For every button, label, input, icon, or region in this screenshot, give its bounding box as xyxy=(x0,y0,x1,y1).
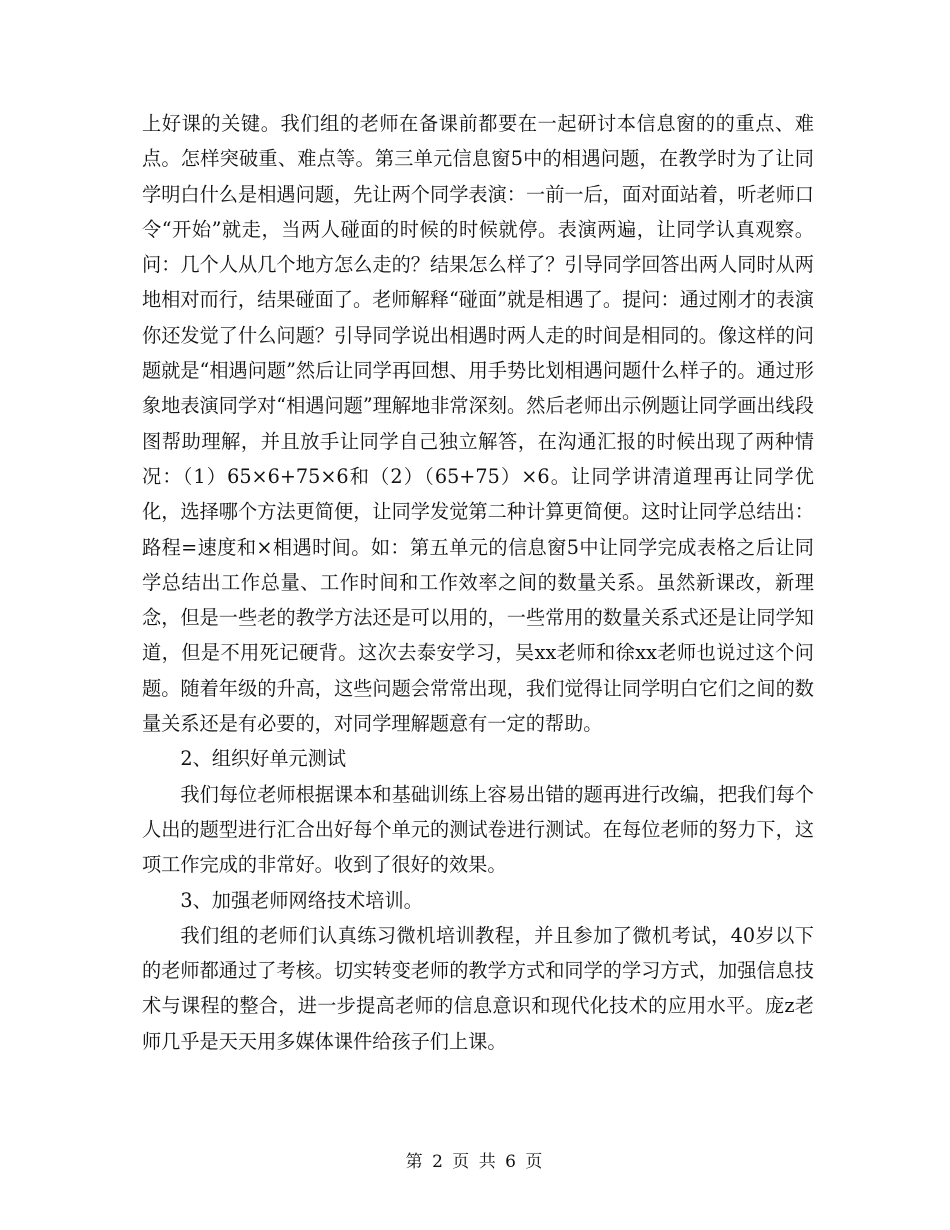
body-paragraph-3: 我们组的老师们认真练习微机培训教程，并且参加了微机考试，40岁以下的老师都通过了考核。切实转变老师的教学方式和同学的学习方式，加强信息技术与课程的整合，进一步提高老师的信息意识和现代化技术的应用水平。庞z老师几乎是天天用多媒体课件给孩子们上课。 xyxy=(142,923,814,1053)
body-paragraph-1: 上好课的关键。我们组的老师在备课前都要在一起研讨本信息窗的的重点、难点。怎样突破重、难点等。第三单元信息窗5中的相遇问题，在教学时为了让同学明白什么是相遇问题，先让两个同学表演：一前一后，面对面站着，听老师口令“开始”就走，当两人碰面的时候的时候就停。表演两遍，让同学认真观察。问：几个人从几个地方怎么走的？结果怎么样了？引导同学回答出两人同时从两地相对而行，结果碰面了。老师解释“碰面”就是相遇了。提问：通过刚才的表演你还发觉了什么问题？引导同学说出相遇时两人走的时间是相同的。像这样的问题就是“相遇问题”然后让同学再回想、用手势比划相遇问题什么样子的。通过形象地表演同学对“相遇问题”理解地非常深刻。然后老师出示例题让同学画出线段图帮助理解，并且放手让同学自己独立解答，在沟通汇报的时候出现了两种情况：（1）65×6+75×6和（2）（65+75）×6。让同学讲清道理再让同学优化，选择哪个方法更简便，让同学发觉第二种计算更简便。这时让同学总结出：路程=速度和×相遇时间。如：第五单元的信息窗5中让同学完成表格之后让同学总结出工作总量、工作时间和工作效率之间的数量关系。虽然新课改，新理念，但是一些老的教学方法还是可以用的，一些常用的数量关系式还是让同学知道，但是不用死记硬背。这次去泰安学习，吴xx老师和徐xx老师也说过这个问题。随着年级的升高，这些问题会常常出现，我们觉得让同学明白它们之间的数量关系还是有必要的，对同学理解题意有一定的帮助。 xyxy=(142,112,814,736)
section-heading-2: 2、组织好单元测试 xyxy=(180,747,347,771)
section-heading-3: 3、加强老师网络技术培训。 xyxy=(180,888,423,912)
page-number-footer: 第 2 页 共 6 页 xyxy=(405,1152,545,1172)
document-body xyxy=(142,106,814,1059)
body-paragraph-2: 我们每位老师根据课本和基础训练上容易出错的题再进行改编，把我们每个人出的题型进行汇合出好每个单元的测试卷进行测试。在每位老师的努力下，这项工作完成的非常好。收到了很好的效果。 xyxy=(142,782,814,877)
